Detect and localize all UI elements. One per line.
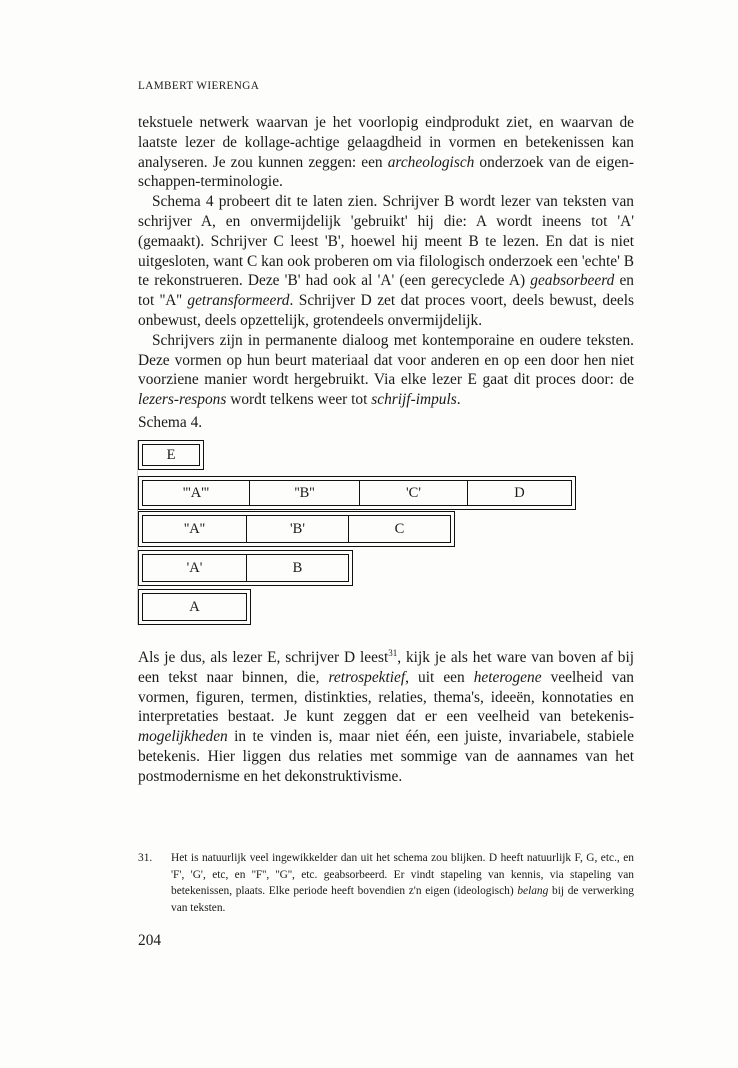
footnote-text [171, 850, 634, 916]
paragraph-2-text-c: . Schrijver D zet dat proces voort, deels bewust, deels onbewust, deels opzettelijk, grotendeels onvermijdelijk. [138, 292, 634, 329]
body-text-top [138, 113, 634, 410]
paragraph-1-text-b: onderzoek van de eigen-schappen-terminologie. [138, 153, 634, 191]
schema-cell: E [166, 446, 176, 463]
paragraph-2-emphasis-b: getransformeerd [187, 292, 290, 310]
paragraph-4-emphasis-b: heterogene [473, 668, 542, 686]
schema-row-b [138, 550, 353, 586]
footnote-text-b: bij de verwerking van teksten. [171, 885, 634, 914]
schema-row-c [138, 511, 455, 547]
schema-cell: C [394, 520, 405, 537]
running-head: LAMBERT WIERENGA [138, 80, 260, 92]
schema-cell: A [189, 598, 200, 615]
schema-cell: D [514, 484, 525, 501]
paragraph-3-text-b: wordt telkens weer tot [226, 391, 372, 409]
footnote-number: 31. [138, 852, 153, 864]
paragraph-3-emphasis-b: schrijf-impuls [371, 391, 457, 409]
paragraph-1-emphasis: archeologisch [387, 153, 475, 171]
footnote-emphasis: belang [517, 885, 549, 898]
paragraph-3 [138, 331, 634, 410]
paragraph-2-emphasis-a: geabsorbeerd [530, 272, 615, 290]
schema-cell: '''A''' [143, 481, 250, 505]
paragraph-3-text-a: Schrijvers zijn in permanente dialoog met kontemporaine en oudere teksten. Deze vormen op hun beurt materiaal dat voor anderen en op een door hen niet voorziene manier wordt hergebruikt. Via elke lezer E gaat dit proces door: de [138, 331, 634, 389]
footnote-reference: 31 [388, 647, 398, 658]
paragraph-2 [138, 192, 634, 331]
paragraph-4-emphasis-c: mogelijkheden [138, 728, 228, 746]
schema-cell: B [292, 559, 303, 576]
schema-cell: 'A' [143, 555, 247, 581]
paragraph-4-text-a: Als je dus, als lezer E, schrijver D leest [138, 649, 389, 666]
schema-row-e [138, 440, 204, 470]
paragraph-2-text-a: Schema 4 probeert dit te laten zien. Schrijver B wordt lezer van teksten van schrijver A, en onvermijdelijk 'gebruikt' hij die: A wordt ineens tot 'A' (gemaakt). Schrijver C leest 'B', hoewel hij meent B te lezen. En dat is niet uitgesloten, want C kan ook proberen om via filologisch onderzoek een 'echte' B te rekonstrueren. Deze 'B' had ook al 'A' (een gerecyclede A) [138, 193, 634, 290]
footnote-text-a: Het is natuurlijk veel ingewikkelder dan uit het schema zou blijken. D heeft natuurlijk F, G, etc., en 'F', 'G', etc, en ''F'', ''G'', etc. geabsorbeerd. Er vindt stapeling van kennis, via stapeling van betekenissen, plaats. Elke periode heeft bovendien z'n eigen (ideologisch) [171, 852, 634, 898]
footnote-31 [138, 850, 634, 916]
paragraph-1-text-a: tekstuele netwerk waarvan je het voorlopig eindprodukt ziet, en waarvan de laatste lezer de kollage-achtige gelaagdheid in vormen en betekenissen kan analyseren. Je zou kunnen zeggen: een [138, 114, 634, 171]
page-number: 204 [138, 932, 162, 949]
schema-cell: 'B' [247, 516, 349, 542]
paragraph-4-text-e: in te vinden is, maar niet één, een juiste, invariabele, stabiele betekenis. Hier liggen dus relaties met sommige van de aannames van het postmodernisme en het dekonstruktivisme. [138, 728, 634, 785]
schema-cell: ''B'' [250, 481, 360, 505]
paragraph-3-text-c: . [456, 391, 461, 409]
paragraph-4-text-d: veelheid van vormen, figuren, termen, distinkties, relaties, thema's, ideeën, konnotaties en interpretaties bestaat. Je kunt zeggen dat er een veelheid van betekenis- [138, 668, 634, 726]
schema-caption: Schema 4. [138, 414, 203, 431]
paragraph-4-text-c: , uit een [405, 668, 474, 686]
schema-cell: ''A'' [143, 516, 247, 542]
paragraph-3-emphasis-a: lezers-respons [138, 391, 227, 409]
paragraph-4 [138, 648, 634, 787]
paragraph-4-text-b: , kijk je als het ware van boven af bij een tekst naar binnen, die, [138, 649, 634, 686]
body-text-bottom [138, 648, 634, 787]
paragraph-2-text-b: en tot ''A'' [138, 272, 635, 310]
paragraph-1 [138, 113, 634, 192]
paragraph-4-emphasis-a: retrospektief [328, 668, 406, 686]
schema-row-d [138, 476, 576, 510]
schema-cell: 'C' [360, 481, 468, 505]
schema-row-a [138, 589, 251, 625]
